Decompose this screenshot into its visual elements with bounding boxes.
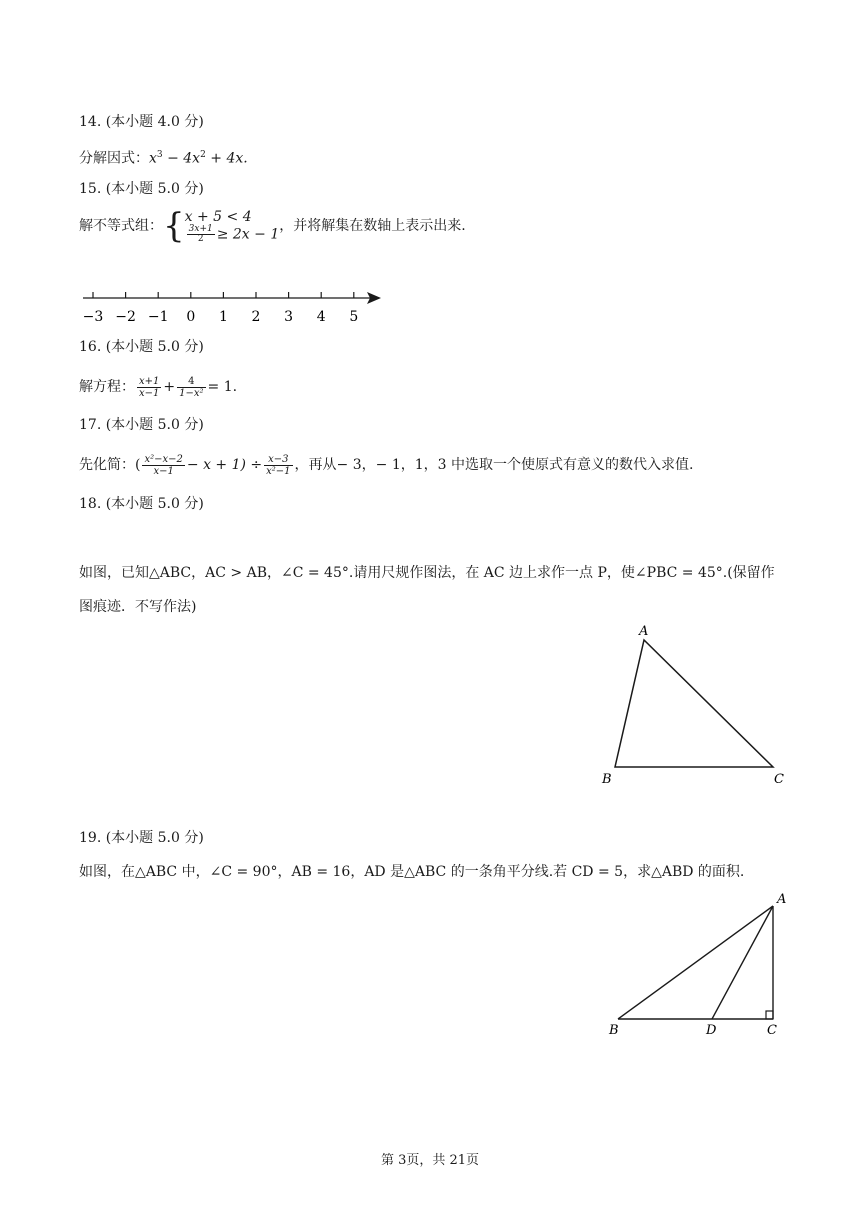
- q18-header: 18. (本小题 5.0 分): [79, 496, 204, 512]
- system-brace: {: [163, 206, 185, 246]
- segment-ad: [712, 906, 773, 1019]
- q17-body: [79, 450, 693, 480]
- q15-header: 15. (本小题 5.0 分): [79, 181, 204, 197]
- q18-text-2: 图痕迹．不写作法): [79, 599, 197, 615]
- q18-triangle-figure: [595, 618, 795, 790]
- inequality-2: [185, 225, 280, 244]
- q19-text-1: 如图，在△ABC 中，∠C = 90°，AB = 16，AD 是△ABC 的一条角平分线.若 CD = 5，求△ABD 的面积.: [79, 864, 745, 880]
- q14-body: [79, 145, 248, 169]
- q14-expr-e: + 4x.: [205, 150, 248, 167]
- label-c: C: [774, 772, 784, 787]
- number-line-label: −3: [82, 309, 104, 325]
- q14-prompt: 分解因式：: [79, 150, 149, 167]
- q16-frac1-den: x−1: [139, 387, 160, 399]
- number-line-label: −1: [147, 309, 169, 325]
- q16-header: 16. (本小题 5.0 分): [79, 339, 204, 355]
- q15-tail: ，并将解集在数轴上表示出来.: [279, 218, 466, 234]
- q15-prompt: 解不等式组：: [79, 218, 163, 234]
- q17-frac1-num: x²−x−2: [144, 453, 183, 465]
- q16-frac2-num: 4: [177, 376, 205, 388]
- q16-frac2-den: 1−x²: [179, 387, 204, 399]
- segment-ab: [618, 906, 773, 1019]
- number-line-label: 5: [349, 309, 359, 325]
- right-angle-mark: [766, 1011, 773, 1019]
- number-line-label: −2: [115, 309, 136, 325]
- q17-mid: − x + 1) ÷: [186, 457, 263, 473]
- q14-header: 14. (本小题 4.0 分): [79, 114, 204, 130]
- label-b: B: [602, 772, 612, 787]
- q16-rest: = 1.: [207, 379, 238, 395]
- number-line-label: 4: [316, 309, 326, 325]
- q16-frac1-num: x+1: [139, 375, 160, 387]
- label-a: A: [639, 624, 649, 639]
- label-d2: D: [706, 1023, 717, 1038]
- q16-prompt: 解方程：: [79, 379, 135, 395]
- label-a2: A: [777, 892, 787, 907]
- q14-expr-b: 3: [156, 150, 163, 160]
- page-footer: 第 3页，共 21页: [380, 1153, 480, 1168]
- q17-frac2-num: x−3: [264, 454, 292, 466]
- q14-expr-c: − 4x: [162, 150, 201, 167]
- label-c2: C: [767, 1023, 777, 1038]
- inequality-system: [185, 209, 280, 244]
- q15-body: [79, 206, 466, 246]
- inequality-1: x + 5 < 4: [184, 208, 252, 225]
- label-b2: B: [609, 1023, 619, 1038]
- q17-prompt: 先化简：(: [79, 457, 141, 473]
- q19-triangle-figure: [600, 888, 800, 1048]
- number-line-label: 2: [251, 309, 261, 325]
- number-line-label: 1: [218, 309, 228, 325]
- triangle-abc: [615, 640, 773, 767]
- q17-header: 17. (本小题 5.0 分): [79, 417, 204, 433]
- q14-expr-d: 2: [200, 150, 206, 160]
- q14-expr-a: x: [149, 150, 157, 167]
- q17-frac2-den: x²−1: [266, 465, 291, 477]
- q19-header: 19. (本小题 5.0 分): [79, 830, 204, 846]
- number-line-label: 0: [186, 309, 196, 325]
- number-line: [79, 288, 389, 328]
- q18-text-1: 如图，已知△ABC，AC > AB，∠C = 45°.请用尺规作图法，在 AC 边上求作一点 P，使∠PBC = 45°.(保留作: [79, 565, 775, 581]
- q16-body: [79, 372, 237, 402]
- q17-frac1-den: x−1: [153, 465, 174, 477]
- q16-plus: +: [163, 379, 176, 395]
- ineq2-rest: ≥ 2x − 1: [216, 226, 280, 242]
- q17-tail: ，再从− 3，− 1，1，3 中选取一个使原式有意义的数代入求值.: [294, 457, 694, 473]
- number-line-label: 3: [284, 309, 294, 325]
- ineq2-denominator: 2: [197, 233, 204, 244]
- ineq2-numerator: 3x+1: [188, 223, 213, 234]
